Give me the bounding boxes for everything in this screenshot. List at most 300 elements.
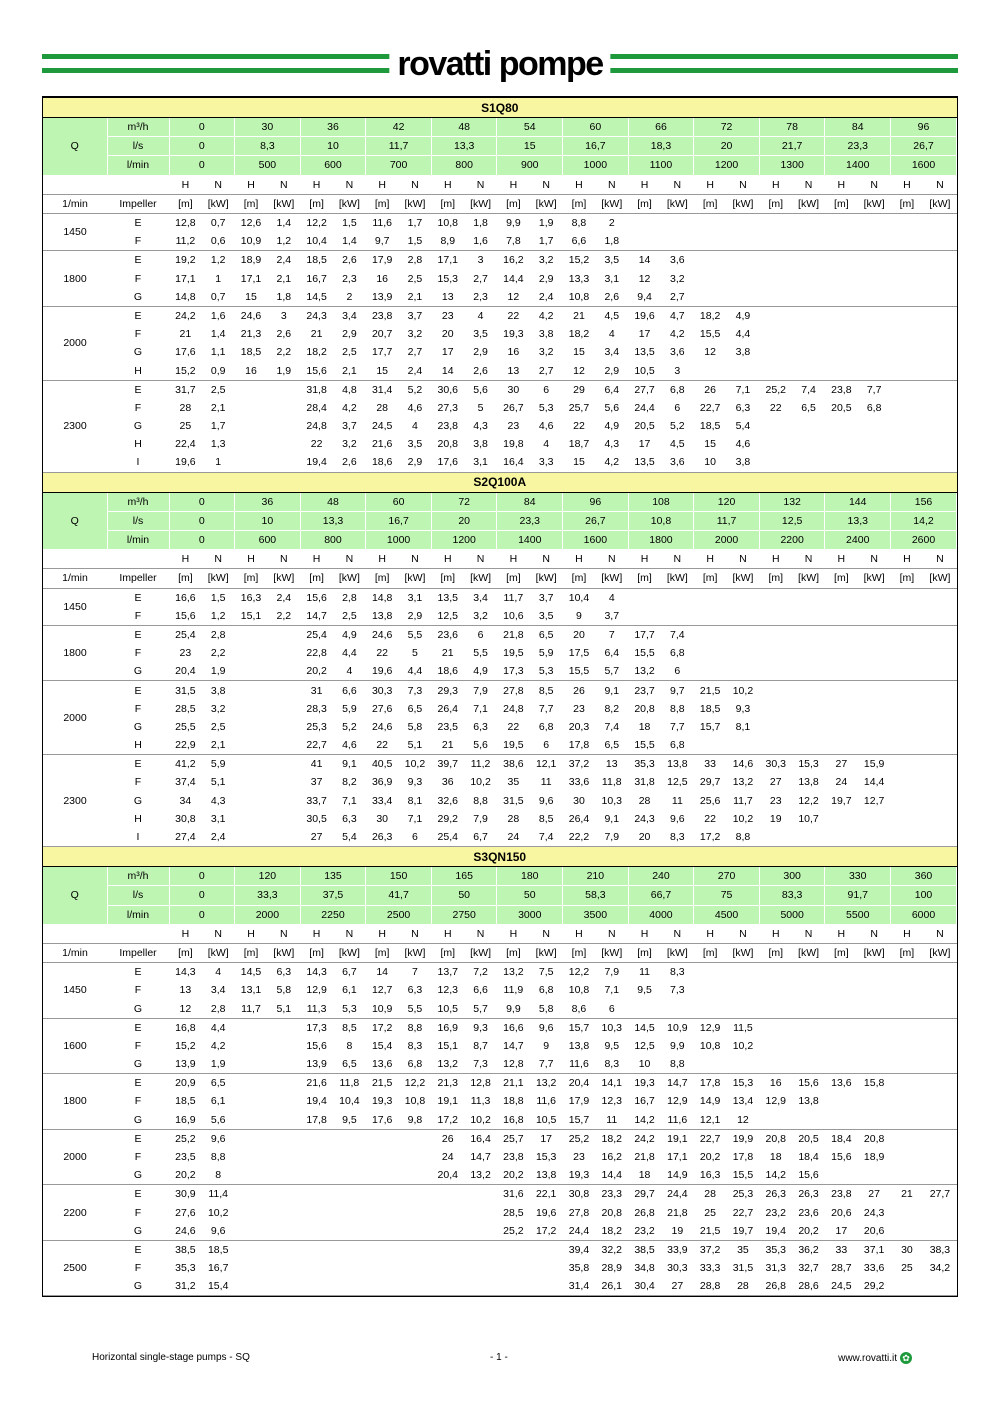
data-cell: 15,2 (175, 1039, 196, 1052)
data-cell (891, 343, 924, 361)
data-cell: 8,8 (407, 1021, 423, 1034)
data-cell: 16,4 (497, 453, 530, 472)
impeller-value: G (107, 662, 169, 681)
rpm-value: 2000 (43, 306, 107, 380)
data-cell (825, 288, 858, 307)
data-cell: 6,3 (276, 966, 292, 979)
h-header: H (563, 924, 596, 943)
data-cell (759, 251, 792, 270)
data-cell: 25 (179, 420, 192, 433)
data-cell: 9,6 (670, 812, 685, 825)
data-cell (333, 1259, 366, 1277)
impeller-value: G (107, 1222, 169, 1241)
data-cell: 33 (835, 1243, 848, 1256)
data-cell: 11,7 (733, 794, 753, 807)
data-cell: 24,2 (175, 309, 196, 322)
rpm-header: 1/min (43, 943, 107, 962)
data-cell (923, 343, 956, 361)
data-cell: 13,2 (503, 966, 524, 979)
data-cell: 10,9 (366, 999, 399, 1018)
data-cell: 15 (563, 453, 596, 472)
flow-value: 500 (235, 156, 301, 175)
data-cell: 6,5 (210, 1077, 226, 1090)
data-cell: 15,1 (235, 607, 268, 626)
data-cell: 17 (638, 328, 651, 341)
data-cell (891, 380, 924, 399)
data-cell (923, 453, 956, 472)
data-cell: 26 (441, 1132, 454, 1145)
data-cell (858, 361, 891, 380)
data-cell: 22 (507, 309, 520, 322)
data-cell (858, 999, 891, 1018)
flow-value: 900 (497, 156, 563, 175)
data-cell: 23 (769, 794, 782, 807)
n-header: N (267, 550, 300, 569)
data-cell: 5,5 (399, 999, 432, 1018)
data-cell: 6,6 (473, 984, 488, 997)
n-header: N (923, 550, 956, 569)
unit-kw: [kW] (792, 943, 825, 962)
data-cell: 15,6 (306, 591, 327, 604)
data-cell: 26 (573, 684, 585, 697)
data-cell (891, 773, 924, 791)
data-cell: 25,2 (568, 1132, 590, 1145)
data-cell: 6,8 (866, 401, 882, 414)
data-cell: 18,6 (366, 453, 399, 472)
data-cell: 2,9 (538, 272, 554, 285)
data-cell (759, 999, 792, 1018)
data-cell: 10,2 (464, 1111, 497, 1130)
data-cell: 16 (376, 272, 389, 285)
data-cell: 14,2 (628, 1111, 661, 1130)
data-cell (792, 325, 825, 343)
data-cell: 8 (346, 1039, 353, 1052)
data-cell: 26,4 (437, 702, 458, 715)
data-cell: 2,8 (342, 591, 357, 604)
data-cell: 36,2 (798, 1243, 819, 1256)
data-cell (235, 1129, 268, 1148)
data-cell: 20 (573, 628, 585, 641)
data-row (43, 288, 957, 307)
data-cell: 23 (179, 647, 192, 660)
flow-value: 16,7 (366, 511, 432, 530)
data-cell: 18,2 (595, 1222, 628, 1241)
data-cell (891, 810, 924, 828)
data-cell (235, 435, 268, 453)
data-cell (235, 1148, 268, 1166)
data-cell: 15,6 (798, 1077, 819, 1090)
h-header: H (497, 175, 530, 194)
data-cell (759, 662, 792, 681)
data-cell: 27,8 (503, 684, 524, 697)
data-cell (530, 1240, 563, 1259)
footer-website-link[interactable]: www.rovatti.it (838, 1352, 897, 1364)
flow-value: 10,8 (628, 511, 694, 530)
flow-value: 58,3 (563, 886, 629, 905)
data-cell: 13 (179, 984, 192, 997)
data-cell (923, 792, 956, 810)
data-cell: 13,8 (366, 607, 399, 626)
data-cell: 14,2 (759, 1166, 792, 1185)
impeller-value: G (107, 1055, 169, 1074)
data-cell: 25,5 (175, 720, 196, 733)
data-cell: 6,1 (342, 984, 357, 997)
data-cell (727, 213, 760, 232)
h-header: H (891, 550, 924, 569)
data-cell: 15,1 (437, 1039, 458, 1052)
data-cell (825, 1092, 858, 1110)
flow-value: 83,3 (759, 886, 825, 905)
data-cell: 19,4 (300, 453, 333, 472)
data-cell: 39,7 (437, 758, 458, 771)
data-cell: 11,7 (235, 999, 268, 1018)
data-cell (267, 718, 300, 736)
data-cell: 3,5 (473, 328, 488, 341)
hn-header-row (43, 924, 957, 943)
data-cell: 9,8 (399, 1111, 432, 1130)
blank-cell (43, 550, 107, 569)
data-row (43, 607, 957, 626)
unit-kw: [kW] (661, 569, 694, 588)
unit-kw: [kW] (792, 194, 825, 213)
data-cell: 16,8 (497, 1111, 530, 1130)
data-cell: 17,2 (371, 1021, 393, 1034)
data-cell: 6,8 (538, 720, 554, 733)
data-cell: 7,1 (407, 812, 423, 825)
data-cell: 9 (563, 607, 596, 626)
data-cell: 10,8 (404, 1095, 426, 1108)
flow-value: 240 (628, 867, 694, 886)
data-row (43, 343, 957, 361)
data-cell: 32,6 (437, 794, 458, 807)
data-cell (891, 1148, 924, 1166)
flow-value: 21,7 (759, 137, 825, 156)
data-cell: 0,6 (202, 232, 235, 251)
data-cell (825, 981, 858, 999)
data-cell (235, 625, 268, 644)
data-cell (399, 1204, 432, 1222)
data-cell: 27 (868, 1188, 880, 1201)
data-cell: 28 (376, 401, 389, 414)
data-cell (792, 963, 825, 982)
table-title: S2Q100A (43, 472, 957, 492)
data-cell (300, 1129, 333, 1148)
data-cell (891, 963, 924, 982)
data-cell: 4 (215, 966, 222, 979)
data-cell: 29 (573, 383, 585, 396)
data-cell: 38,5 (634, 1243, 655, 1256)
data-cell (235, 1185, 268, 1204)
data-cell: 13 (431, 288, 464, 307)
impeller-value: G (107, 288, 169, 307)
data-row (43, 1185, 957, 1204)
data-cell: 2,1 (276, 272, 292, 285)
unit-m: [m] (825, 943, 858, 962)
data-cell: 24,4 (667, 1188, 688, 1201)
flow-value: 2750 (431, 905, 497, 924)
data-cell (891, 361, 924, 380)
flow-value: 2250 (300, 905, 366, 924)
data-cell: 40,5 (371, 758, 393, 771)
data-cell: 7,1 (342, 794, 357, 807)
data-cell: 22,4 (175, 438, 196, 451)
data-cell: 16,7 (207, 1262, 229, 1275)
flow-row-lmin (43, 156, 957, 175)
footer-website[interactable] (838, 1352, 912, 1364)
data-cell: 10,2 (207, 1206, 229, 1219)
flow-value: 26,7 (563, 511, 629, 530)
data-cell (891, 1055, 924, 1074)
data-cell: 17,8 (563, 736, 596, 755)
data-cell (267, 1074, 300, 1093)
data-cell: 15,7 (563, 1111, 596, 1130)
unit-m: [m] (891, 194, 924, 213)
unit-m: [m] (300, 943, 333, 962)
data-cell: 2,1 (202, 736, 235, 755)
data-cell: 12,9 (667, 1095, 688, 1108)
data-cell (759, 270, 792, 288)
data-cell (694, 213, 727, 232)
data-cell (923, 999, 956, 1018)
data-cell: 32,2 (601, 1243, 622, 1256)
data-cell: 20,7 (371, 328, 393, 341)
data-cell: 7,3 (464, 1055, 497, 1074)
data-cell: 4,4 (210, 1021, 226, 1034)
data-cell: 8,8 (670, 702, 685, 715)
flow-value: 132 (759, 492, 825, 511)
n-header: N (923, 924, 956, 943)
impeller-value: E (134, 254, 142, 267)
unit-kw: [kW] (661, 194, 694, 213)
data-cell: 18,2 (699, 309, 721, 322)
data-cell: 25,4 (306, 628, 327, 641)
data-cell: 10,4 (568, 591, 590, 604)
data-cell: 23 (507, 420, 520, 433)
data-cell: 26,8 (634, 1206, 655, 1219)
unit-kw: [kW] (202, 569, 235, 588)
data-cell: 4 (412, 420, 418, 433)
data-cell: 2,7 (661, 288, 694, 307)
data-cell: 23,8 (503, 1151, 524, 1164)
data-cell: 27,6 (371, 702, 393, 715)
data-cell (300, 1185, 333, 1204)
data-cell: 38,6 (503, 758, 524, 771)
data-cell (825, 213, 858, 232)
data-cell (759, 625, 792, 644)
data-cell: 20,8 (601, 1206, 622, 1219)
data-cell: 7,3 (407, 684, 423, 697)
data-cell: 17,3 (306, 1021, 327, 1034)
blank-cell (107, 175, 169, 194)
data-cell: 24,6 (371, 720, 393, 733)
data-cell (694, 963, 727, 982)
data-cell: 0,7 (210, 217, 226, 230)
data-cell: 6,8 (670, 647, 685, 660)
data-row (43, 1074, 957, 1093)
unit-m: [m] (235, 569, 268, 588)
data-cell (431, 1240, 464, 1259)
data-cell: 22,7 (699, 1132, 721, 1145)
data-cell: 1,2 (202, 607, 235, 626)
h-header: H (563, 175, 596, 194)
data-cell (825, 232, 858, 251)
data-cell: 12,6 (240, 217, 262, 230)
data-cell: 14,1 (601, 1077, 622, 1090)
data-cell: 36 (441, 776, 454, 789)
data-cell: 14 (638, 254, 651, 267)
data-cell: 33,4 (371, 794, 393, 807)
data-cell (399, 1166, 432, 1185)
flow-value: 96 (563, 492, 629, 511)
data-cell: 4,3 (473, 420, 488, 433)
data-cell: 3,1 (604, 272, 620, 285)
flow-value: 26,7 (891, 137, 957, 156)
unit-m: [m] (759, 943, 792, 962)
data-cell (858, 343, 891, 361)
rpm-value: 1600 (43, 1018, 107, 1074)
data-cell: 25,4 (431, 828, 464, 847)
data-cell: 18,6 (431, 662, 464, 681)
data-cell (923, 662, 956, 681)
flow-value: 15 (497, 137, 563, 156)
data-cell: 14 (431, 361, 464, 380)
data-cell (464, 1222, 497, 1241)
unit-m: [m] (497, 569, 530, 588)
data-row (43, 1018, 957, 1037)
data-cell: 19,5 (503, 647, 524, 660)
data-cell: 27 (300, 828, 333, 847)
data-cell: 29,2 (437, 812, 458, 825)
data-cell: 16,7 (306, 272, 327, 285)
data-cell: 0,9 (202, 361, 235, 380)
data-cell: 11 (595, 1111, 628, 1130)
h-header: H (563, 550, 596, 569)
impeller-value: E (134, 1188, 142, 1201)
data-cell (267, 1129, 300, 1148)
data-cell: 17,6 (175, 346, 196, 359)
blank-cell (107, 550, 169, 569)
data-cell: 9,5 (637, 984, 652, 997)
data-cell (333, 1166, 366, 1185)
data-cell: 17,2 (530, 1222, 563, 1241)
h-header: H (431, 175, 464, 194)
data-cell (825, 810, 858, 828)
table-title-row (43, 847, 957, 867)
flow-value: 100 (891, 886, 957, 905)
data-cell (727, 588, 760, 607)
data-cell: 18,8 (503, 1095, 524, 1108)
data-cell: 23,8 (831, 1188, 852, 1201)
impeller-value: F (134, 984, 142, 997)
data-cell: 6,3 (735, 401, 751, 414)
data-cell: 10,8 (699, 1039, 721, 1052)
flow-value: 330 (825, 867, 891, 886)
data-cell (891, 288, 924, 307)
impeller-value: F (134, 1206, 142, 1219)
data-cell: 17,6 (431, 453, 464, 472)
flow-value: 120 (235, 867, 301, 886)
data-cell (464, 1277, 497, 1296)
data-cell (858, 644, 891, 662)
data-cell (267, 625, 300, 644)
data-cell (858, 681, 891, 700)
data-cell: 24,4 (563, 1222, 596, 1241)
data-cell: 10,3 (601, 794, 622, 807)
table-title-row (43, 98, 957, 118)
data-cell: 8,1 (407, 794, 423, 807)
data-cell: 24,5 (825, 1277, 858, 1296)
data-cell: 25,2 (497, 1222, 530, 1241)
data-cell (235, 380, 268, 399)
data-cell (923, 1037, 956, 1055)
data-cell: 20,6 (858, 1222, 891, 1241)
data-cell: 14,7 (300, 607, 333, 626)
data-cell: 1,7 (210, 420, 226, 433)
data-cell: 21,3 (437, 1077, 458, 1090)
flow-value: 1600 (563, 530, 629, 549)
flow-row-m3h (43, 118, 957, 137)
data-cell (759, 981, 792, 999)
data-cell: 35,3 (765, 1243, 786, 1256)
data-cell: 6,7 (464, 828, 497, 847)
n-header: N (399, 550, 432, 569)
data-cell (727, 963, 760, 982)
data-cell: 2,5 (342, 346, 357, 359)
data-cell (891, 1277, 924, 1296)
impeller-value: I (107, 453, 169, 472)
data-cell (399, 1259, 432, 1277)
h-header: H (759, 924, 792, 943)
data-cell: 10,4 (300, 232, 333, 251)
data-cell: 10,8 (437, 217, 458, 230)
data-cell (825, 343, 858, 361)
data-cell: 8,3 (670, 966, 685, 979)
data-cell (759, 644, 792, 662)
data-cell (267, 380, 300, 399)
data-cell: 10,9 (667, 1021, 688, 1034)
data-cell: 3,6 (661, 453, 694, 472)
data-cell: 1,1 (210, 346, 226, 359)
data-cell: 11,7 (503, 591, 524, 604)
impeller-value: E (134, 309, 142, 322)
data-cell (923, 681, 956, 700)
data-cell: 1,5 (399, 232, 432, 251)
data-cell (923, 700, 956, 718)
data-cell (235, 828, 268, 847)
unit-m: [m] (891, 943, 924, 962)
data-cell: 17,1 (437, 254, 458, 267)
data-cell: 24,8 (306, 420, 327, 433)
unit-m: [m] (300, 569, 333, 588)
flow-value: 165 (431, 867, 497, 886)
flow-value: 60 (366, 492, 432, 511)
data-cell: 2,9 (399, 453, 432, 472)
data-cell (235, 773, 268, 791)
data-row (43, 1204, 957, 1222)
data-cell: 10,6 (497, 607, 530, 626)
data-cell: 5,3 (333, 999, 366, 1018)
data-cell: 25,7 (568, 401, 590, 414)
data-cell (923, 810, 956, 828)
flow-value: 0 (169, 118, 235, 137)
data-cell: 4 (608, 328, 615, 341)
data-cell: 21,6 (371, 438, 393, 451)
data-cell (727, 644, 760, 662)
data-cell: 7,7 (866, 383, 882, 396)
data-cell (267, 1185, 300, 1204)
data-cell (235, 399, 268, 417)
data-cell (399, 1277, 432, 1296)
